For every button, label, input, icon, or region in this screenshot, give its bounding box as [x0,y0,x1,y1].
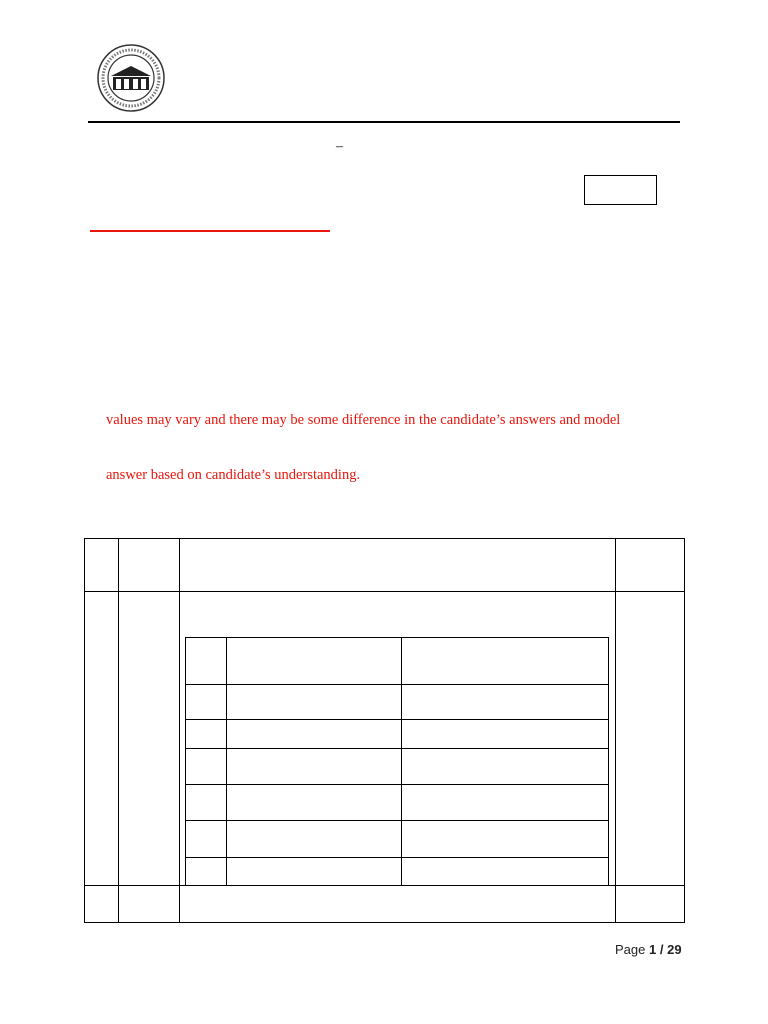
inner-table-row [185,748,608,749]
inner-table-top [185,637,608,638]
inner-table-row [185,784,608,785]
table-header-divider [84,591,685,592]
page-word: Page [615,942,646,957]
table-border-bottom [84,922,685,923]
inner-table-row [185,820,608,821]
inner-table-row [185,719,608,720]
inner-table-col-divider-2 [401,637,402,885]
header-rule [88,121,680,123]
page-total: 29 [667,942,682,957]
inner-table-row [185,857,608,858]
table-border-left [84,538,85,923]
table-row-divider [84,885,685,886]
inner-table-left [185,637,186,885]
page-number [615,942,682,957]
table-border-right [684,538,685,923]
table-col-divider-2 [179,538,180,923]
board-seal-icon [88,42,174,114]
inner-table-col-divider-1 [226,637,227,885]
instruction-line-1: values may vary and there may be some difference in the candidate’s answers and model [106,412,621,428]
table-col-divider-1 [118,538,119,923]
inner-table-header-divider [185,684,608,685]
table-border-top [84,538,685,539]
instructions-underline [90,230,330,232]
instruction-line-2: answer based on candidate’s understanding. [106,467,361,483]
page-separator: / [659,942,664,957]
title-dash: – [336,139,343,154]
seat-number-box [584,175,657,205]
table-col-divider-3 [615,538,616,923]
page-current: 1 [649,942,657,957]
inner-table-right [608,637,609,885]
